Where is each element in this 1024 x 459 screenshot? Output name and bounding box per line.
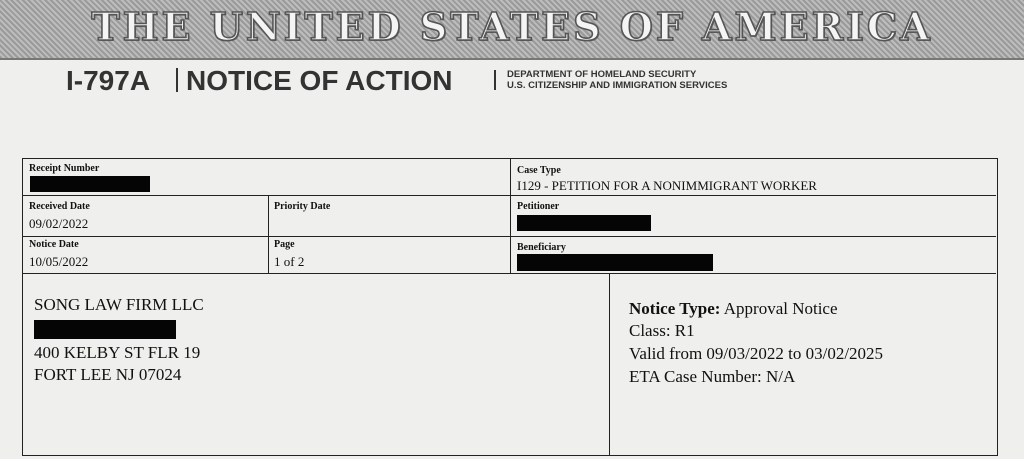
title-divider bbox=[176, 68, 178, 92]
notice-type-label: Notice Type: bbox=[629, 299, 721, 318]
page-label: Page bbox=[274, 239, 295, 250]
form-title: NOTICE OF ACTION bbox=[186, 65, 453, 96]
agency-line-2: U.S. CITIZENSHIP AND IMMIGRATION SERVICES bbox=[507, 80, 728, 91]
case-type-value: I129 - PETITION FOR A NONIMMIGRANT WORKER bbox=[517, 178, 817, 193]
beneficiary-redaction bbox=[517, 254, 713, 271]
notice-type-value: Approval Notice bbox=[723, 299, 838, 318]
agency-divider bbox=[494, 70, 496, 90]
petitioner-redaction bbox=[517, 215, 651, 231]
beneficiary-label: Beneficiary bbox=[517, 242, 566, 253]
notice-type bbox=[629, 298, 838, 320]
received-date-value: 09/02/2022 bbox=[29, 216, 89, 231]
form-number: I-797A bbox=[66, 65, 151, 96]
notice-date-label: Notice Date bbox=[29, 239, 79, 250]
notice-date-value: 10/05/2022 bbox=[29, 254, 89, 269]
banner-text: THE UNITED STATES OF AMERICA bbox=[91, 4, 933, 49]
agency-line-1: DEPARTMENT OF HOMELAND SECURITY bbox=[507, 69, 697, 80]
col-divider-lower bbox=[609, 274, 610, 456]
receipt-number-label: Receipt Number bbox=[29, 163, 100, 174]
receipt-number-redaction bbox=[30, 176, 150, 192]
col-divider-right bbox=[510, 159, 511, 274]
priority-date-label: Priority Date bbox=[274, 201, 331, 212]
address-line-4: FORT LEE NJ 07024 bbox=[34, 365, 182, 384]
address-line-1: SONG LAW FIRM LLC bbox=[34, 295, 204, 314]
valid-line: Valid from 09/03/2022 to 03/02/2025 bbox=[629, 344, 884, 363]
eta-line: ETA Case Number: N/A bbox=[629, 367, 796, 386]
class-line: Class: R1 bbox=[629, 321, 695, 340]
header-banner bbox=[0, 0, 1024, 60]
case-type-label: Case Type bbox=[517, 165, 561, 176]
petitioner-label: Petitioner bbox=[517, 201, 560, 212]
agency-name bbox=[507, 69, 727, 91]
page-value: 1 of 2 bbox=[274, 254, 305, 269]
col-divider-mid bbox=[268, 196, 269, 274]
address-line-2-redaction bbox=[34, 320, 176, 339]
received-date-label: Received Date bbox=[29, 201, 90, 212]
address-line-3: 400 KELBY ST FLR 19 bbox=[34, 343, 201, 362]
